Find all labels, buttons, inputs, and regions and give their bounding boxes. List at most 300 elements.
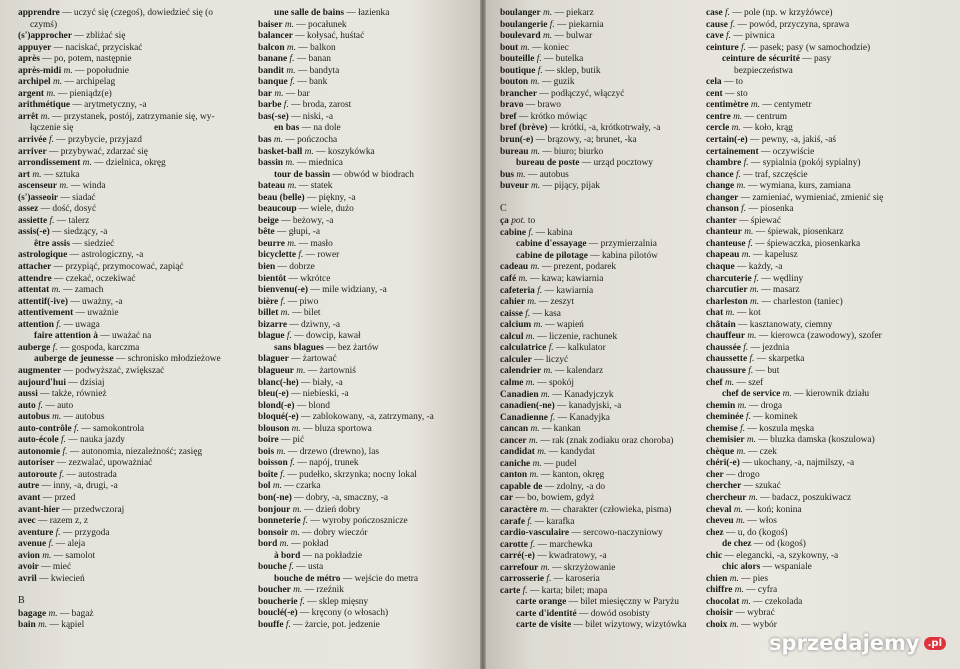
grammar-tag: f. xyxy=(726,31,731,42)
translation: — szukać xyxy=(741,481,781,492)
grammar-tag: m. xyxy=(274,88,284,99)
translation: — dowód osobisty xyxy=(576,608,650,619)
dictionary-entry xyxy=(258,285,480,297)
dictionary-entry xyxy=(706,401,890,413)
translation: — zamach xyxy=(60,285,104,296)
headword: cadeau xyxy=(500,262,529,273)
translation: — uważać na xyxy=(97,331,152,342)
translation: — nauka jazdy xyxy=(65,435,125,446)
headword: boulanger xyxy=(500,8,541,18)
translation: — koń; konina xyxy=(743,504,802,515)
dictionary-entry xyxy=(18,77,240,89)
headword: bout xyxy=(500,42,519,53)
headword: assiette xyxy=(18,215,48,226)
headword: bas xyxy=(258,135,272,146)
dictionary-entry xyxy=(18,320,240,332)
headword: bière xyxy=(258,296,279,307)
headword: en bas xyxy=(274,123,300,134)
translation: — zdolny, -a do xyxy=(542,481,606,492)
translation: — koło, krąg xyxy=(740,123,793,134)
dictionary-entry xyxy=(706,193,890,205)
headword: cela xyxy=(706,77,722,88)
dictionary-entry xyxy=(500,66,700,78)
translation: — aleja xyxy=(53,539,86,550)
dictionary-entry xyxy=(18,297,240,309)
grammar-tag: m. xyxy=(542,31,553,42)
translation: — archipelag xyxy=(62,77,116,88)
headword: ascenseur xyxy=(18,181,58,192)
headword: canton xyxy=(500,470,528,481)
translation: — kanton, okręg xyxy=(538,470,605,481)
headword: avoir xyxy=(18,562,39,573)
translation: — ukochany, -a, najmilszy, -a xyxy=(739,458,855,469)
headword: chat xyxy=(706,308,724,319)
translation: — samolot xyxy=(51,550,96,561)
headword: carrosserie xyxy=(500,574,545,585)
translation: — piwnica xyxy=(731,31,775,42)
grammar-tag: f. xyxy=(303,516,308,527)
grammar-tag: f. xyxy=(48,135,54,146)
dictionary-entry xyxy=(18,31,240,43)
headword: bien xyxy=(258,262,276,273)
headword: cheval xyxy=(706,504,732,515)
grammar-tag: m. xyxy=(749,285,759,296)
translation: — przystanek, postój, zatrzymanie się, wy-łączenie się xyxy=(30,111,215,134)
headword: chanson xyxy=(706,204,739,215)
headword: chocolat xyxy=(706,596,740,607)
translation: — dziwny, -a xyxy=(286,319,341,330)
dictionary-entry xyxy=(258,412,480,424)
dictionary-entry xyxy=(258,470,480,482)
translation: — elegancki, -a, szykowny, -a xyxy=(722,550,839,561)
grammar-tag: m. xyxy=(750,100,760,111)
grammar-tag: f. xyxy=(280,296,286,307)
grammar-tag: m. xyxy=(287,238,297,249)
dictionary-entry xyxy=(706,239,890,251)
headword: autobus xyxy=(18,412,50,423)
headword: chiffre xyxy=(706,585,733,596)
translation: — także, również xyxy=(37,389,107,400)
translation: — krótko mówiąc xyxy=(516,111,588,122)
translation: — charleston (taniec) xyxy=(759,296,843,307)
translation: — piekarnia xyxy=(554,19,604,30)
headword: chèque xyxy=(706,446,735,457)
translation: — kandydat xyxy=(546,447,595,458)
headword: bol xyxy=(258,481,271,492)
headword: Canadienne xyxy=(500,412,548,423)
dictionary-entry xyxy=(18,204,240,216)
dictionary-entry xyxy=(18,481,240,493)
headword: bain xyxy=(18,620,36,631)
headword: cahier xyxy=(500,297,525,308)
translation: — uważnie xyxy=(73,308,119,319)
headword: brun(-e) xyxy=(500,135,534,146)
grammar-tag: m. xyxy=(42,550,52,561)
dictionary-entry xyxy=(500,459,700,471)
headword: assis(-e) xyxy=(18,227,50,238)
translation: — but xyxy=(753,365,780,376)
translation: — centymetr xyxy=(759,100,812,111)
translation: — drzewo (drewno), las xyxy=(285,446,380,457)
translation: — rak (znak zodiaku oraz choroba) xyxy=(538,435,674,446)
grammar-tag: m. xyxy=(279,539,289,550)
headword: cabine d'essayage xyxy=(516,239,587,250)
translation: — żartować xyxy=(288,354,337,365)
grammar-tag: m. xyxy=(286,65,296,76)
dictionary-entry xyxy=(706,354,890,366)
dictionary-entry xyxy=(18,528,240,540)
dictionary-entry xyxy=(706,574,890,586)
headword: bagage xyxy=(18,608,47,619)
translation: — beżowy, -a xyxy=(278,215,334,226)
dictionary-entry xyxy=(706,481,890,493)
dictionary-subentry xyxy=(500,239,700,251)
headword: certain(-e) xyxy=(706,135,748,146)
headword: arrivée xyxy=(18,135,47,146)
dictionary-entry xyxy=(706,123,890,135)
headword: bandit xyxy=(258,65,285,76)
translation: — kąpiel xyxy=(47,620,85,631)
translation: — oczywiście xyxy=(758,146,815,157)
grammar-tag: m. xyxy=(529,470,539,481)
dictionary-entry xyxy=(500,470,700,482)
dictionary-entry xyxy=(18,308,240,320)
grammar-tag: m. xyxy=(530,424,540,435)
headword: blague xyxy=(258,331,285,342)
headword: (s')asseoir xyxy=(18,192,59,203)
grammar-tag: f. xyxy=(537,65,543,76)
headword: chic xyxy=(706,550,723,561)
translation: — bar xyxy=(283,88,310,99)
translation: — masarz xyxy=(758,285,800,296)
headword: buveur xyxy=(500,181,529,192)
headword: arrêt xyxy=(18,111,39,122)
headword: auberge xyxy=(18,342,51,353)
headword: auto-contrôle xyxy=(18,423,72,434)
headword: basket-ball xyxy=(258,146,303,157)
grammar-tag: m. xyxy=(734,585,744,596)
grammar-tag: m. xyxy=(304,146,314,157)
headword: beau (belle) xyxy=(258,192,305,203)
grammar-tag: f. xyxy=(290,458,296,469)
headword: boulangerie xyxy=(500,19,548,30)
headword: bloqué(-e) xyxy=(258,412,299,423)
translation: — bank xyxy=(295,77,328,88)
headword: cabine xyxy=(500,227,527,238)
grammar-tag: f. xyxy=(38,400,44,411)
translation: — piosenka xyxy=(746,204,794,215)
grammar-tag: f. xyxy=(735,169,741,180)
headword: chaussée xyxy=(706,342,741,353)
headword: bientôt xyxy=(258,273,287,284)
dictionary-entry xyxy=(258,539,480,551)
grammar-tag: m. xyxy=(537,447,547,458)
dictionary-entry xyxy=(18,551,240,563)
grammar-tag: f. xyxy=(289,54,295,65)
translation: — przypiąć, przymocować, zapiąć xyxy=(51,262,184,273)
dictionary-entry xyxy=(706,285,890,297)
grammar-tag: f. xyxy=(298,250,304,261)
dictionary-entry xyxy=(258,401,480,413)
grammar-tag: f. xyxy=(537,285,543,296)
translation: — pole (np. w krzyżówce) xyxy=(729,8,833,18)
grammar-tag: pot. xyxy=(511,216,526,227)
dictionary-entry xyxy=(500,332,700,344)
translation: — biuro; biurko xyxy=(539,146,604,157)
dictionary-entry xyxy=(258,31,480,43)
headword: changer xyxy=(706,192,739,203)
dictionary-entry xyxy=(500,170,700,182)
headword: bureau xyxy=(500,146,529,157)
grammar-tag: m. xyxy=(528,435,539,446)
headword: bas(-se) xyxy=(258,111,289,122)
headword: carotte xyxy=(500,539,528,550)
headword: autoroute xyxy=(18,469,57,480)
translation: — miednica xyxy=(294,158,343,169)
translation: — pies xyxy=(738,573,768,584)
watermark-logo xyxy=(769,631,946,655)
dictionary-entry xyxy=(706,551,890,563)
headword: certainement xyxy=(706,146,759,157)
dictionary-entry xyxy=(18,285,240,297)
translation: — pijący, pijak xyxy=(540,181,600,192)
translation: — żarcie, pot. jedzenie xyxy=(290,619,380,630)
headword: carte d'identité xyxy=(516,608,577,619)
grammar-tag: m. xyxy=(747,331,757,342)
translation: — arytmetyczny, -a xyxy=(70,100,147,111)
grammar-tag: m. xyxy=(744,227,754,238)
headword: baiser xyxy=(258,19,283,30)
translation: — przedwczoraj xyxy=(59,504,125,515)
headword: attentat xyxy=(18,285,50,296)
grammar-tag: f. xyxy=(536,54,542,65)
translation: — winda xyxy=(68,181,106,192)
dictionary-entry xyxy=(500,528,700,540)
grammar-tag: m. xyxy=(725,377,735,388)
headword: boisson xyxy=(258,458,288,469)
grammar-tag: m. xyxy=(51,285,61,296)
grammar-tag: f. xyxy=(546,574,552,585)
headword: bouffe xyxy=(258,619,284,630)
dictionary-entry xyxy=(258,66,480,78)
dictionary-entry xyxy=(258,193,480,205)
grammar-tag: f. xyxy=(280,469,286,480)
grammar-tag: m. xyxy=(518,274,528,285)
translation: — sypialnia (pokój sypialny) xyxy=(748,158,861,169)
dictionary-entry xyxy=(258,435,480,447)
dictionary-entry xyxy=(18,100,240,112)
grammar-tag: f. xyxy=(283,100,289,111)
translation: — schronisko młodzieżowe xyxy=(113,354,221,365)
headword: à bord xyxy=(274,550,301,561)
dictionary-entry xyxy=(258,447,480,459)
dictionary-entry xyxy=(18,609,240,621)
grammar-tag: m. xyxy=(782,389,792,400)
headword: beurre xyxy=(258,238,285,249)
dictionary-subentry xyxy=(706,389,890,401)
headword: balancer xyxy=(258,31,293,42)
headword: bonsoir xyxy=(258,527,289,538)
headword: calcium xyxy=(500,320,532,331)
dictionary-entry xyxy=(706,100,890,112)
headword: carrefour xyxy=(500,562,539,573)
headword: bouche de métro xyxy=(274,573,341,584)
dictionary-entry xyxy=(706,424,890,436)
grammar-tag: m. xyxy=(273,135,284,146)
dictionary-entry xyxy=(706,158,890,170)
translation: — broda, zarost xyxy=(288,100,352,111)
dictionary-subentry xyxy=(500,597,700,609)
dictionary-entry xyxy=(500,274,700,286)
headword: bouteille xyxy=(500,54,535,65)
translation: — podwyższać, zwiększać xyxy=(61,365,165,376)
dictionary-entry xyxy=(258,77,480,89)
headword: chanteur xyxy=(706,227,742,238)
dictionary-entry xyxy=(706,77,890,89)
translation: — napój, trunek xyxy=(295,458,359,469)
dictionary-entry xyxy=(706,308,890,320)
dictionary-entry xyxy=(500,135,700,147)
dictionary-entry xyxy=(500,286,700,298)
translation: — kot xyxy=(734,308,761,319)
translation: — autobus xyxy=(61,412,105,423)
translation: — kankan xyxy=(539,424,581,435)
dictionary-entry xyxy=(706,493,890,505)
translation: — rower xyxy=(303,250,340,261)
headword: avant xyxy=(18,492,41,503)
translation: — pasek; pasy (w samochodzie) xyxy=(745,42,871,53)
translation: — żartowniś xyxy=(305,365,356,376)
dictionary-entry xyxy=(18,389,240,401)
grammar-tag: f. xyxy=(52,342,58,353)
dictionary-entry xyxy=(500,366,700,378)
translation: — łazienka xyxy=(344,8,390,18)
headword: art xyxy=(18,169,30,180)
headword: chien xyxy=(706,573,728,584)
headword: carte xyxy=(500,585,521,596)
translation: — auto xyxy=(43,400,74,411)
headword: change xyxy=(706,181,735,192)
translation: — koszykówka xyxy=(313,146,375,157)
grammar-tag: f. xyxy=(740,423,746,434)
headword: boire xyxy=(258,435,279,446)
headword: bienvenu(-e) xyxy=(258,285,308,296)
headword: charcuterie xyxy=(706,273,752,284)
dictionary-entry xyxy=(258,389,480,401)
translation: — przybycie, przyjazd xyxy=(53,135,142,146)
dictionary-entry xyxy=(706,608,890,620)
grammar-tag: m. xyxy=(292,504,302,515)
dictionary-subentry xyxy=(258,8,480,20)
dictionary-subentry xyxy=(258,170,480,182)
dictionary-entry xyxy=(258,528,480,540)
grammar-tag: f. xyxy=(55,527,61,538)
dictionary-entry xyxy=(258,112,480,124)
headword: cent xyxy=(706,88,723,99)
headword: avant-hier xyxy=(18,504,60,515)
dictionary-entry xyxy=(18,193,240,205)
translation: — badacz, poszukiwacz xyxy=(757,492,852,503)
headword: auberge de jeunesse xyxy=(34,354,114,365)
grammar-tag: f. xyxy=(740,42,746,53)
headword: calendrier xyxy=(500,366,542,377)
translation: — mile widziany, -a xyxy=(308,285,387,296)
dictionary-entry xyxy=(706,470,890,482)
dictionary-entry xyxy=(500,89,700,101)
dictionary-entry xyxy=(258,493,480,505)
translation: — zbliżać się xyxy=(72,31,126,42)
dictionary-entry xyxy=(18,274,240,286)
headword: argent xyxy=(18,88,45,99)
translation: — obwód w biodrach xyxy=(330,169,414,180)
translation: — dzisiaj xyxy=(65,377,105,388)
dictionary-entry xyxy=(258,597,480,609)
grammar-tag: m. xyxy=(32,169,42,180)
dictionary-entry xyxy=(258,227,480,239)
dictionary-entry xyxy=(500,390,700,402)
dictionary-entry xyxy=(258,54,480,66)
headword: blouson xyxy=(258,423,290,434)
translation: — balkon xyxy=(296,42,336,53)
dictionary-entry xyxy=(500,112,700,124)
dictionary-entry xyxy=(258,250,480,262)
translation: — bilet miesięczny w Paryżu xyxy=(566,597,679,608)
headword: cabine de pilotage xyxy=(516,250,588,261)
headword: billet xyxy=(258,308,279,319)
grammar-tag: f. xyxy=(747,238,753,249)
translation: — zezwalać, upoważniać xyxy=(54,458,153,469)
translation: — sercowo-naczyniowy xyxy=(569,528,663,539)
translation: — cyfra xyxy=(743,585,778,596)
headword: banque xyxy=(258,77,288,88)
dictionary-entry xyxy=(258,20,480,32)
headword: avenue xyxy=(18,539,47,550)
translation: — bluza sportowa xyxy=(300,423,372,434)
headword: bravo xyxy=(500,100,524,111)
headword: chambre xyxy=(706,158,742,169)
grammar-tag: m. xyxy=(525,377,535,388)
dictionary-entry xyxy=(18,112,240,135)
grammar-tag: m. xyxy=(748,492,758,503)
translation: — pocałunek xyxy=(293,19,347,30)
dictionary-entry xyxy=(18,343,240,355)
dictionary-entry xyxy=(18,147,240,159)
dictionary-entry xyxy=(706,505,890,517)
headword: blanc(-he) xyxy=(258,377,299,388)
translation: — kasa xyxy=(530,308,561,319)
translation: — czarka xyxy=(281,481,321,492)
translation: — biały, -a xyxy=(298,377,343,388)
translation: — dość, dosyć xyxy=(38,204,97,215)
headword: chef xyxy=(706,377,723,388)
grammar-tag: m. xyxy=(527,297,537,308)
translation: — niski, -a xyxy=(288,111,334,122)
dictionary-entry xyxy=(258,458,480,470)
translation: — wkrótce xyxy=(286,273,331,284)
translation: — bluzka damska (koszulowa) xyxy=(756,435,875,446)
headword: chaussette xyxy=(706,354,748,365)
headword: cardio-vasculaire xyxy=(500,528,570,539)
headword: bouton xyxy=(500,77,529,88)
headword: bouclé(-e) xyxy=(258,608,298,619)
headword: café xyxy=(500,274,517,285)
translation: — urząd pocztowy xyxy=(579,158,654,169)
dictionary-column xyxy=(500,8,700,632)
headword: bassin xyxy=(258,158,284,169)
dictionary-entry xyxy=(706,343,890,355)
translation: — śpiewaczka, piosenkarka xyxy=(752,238,861,249)
translation: — astrologiczny, -a xyxy=(67,250,144,261)
